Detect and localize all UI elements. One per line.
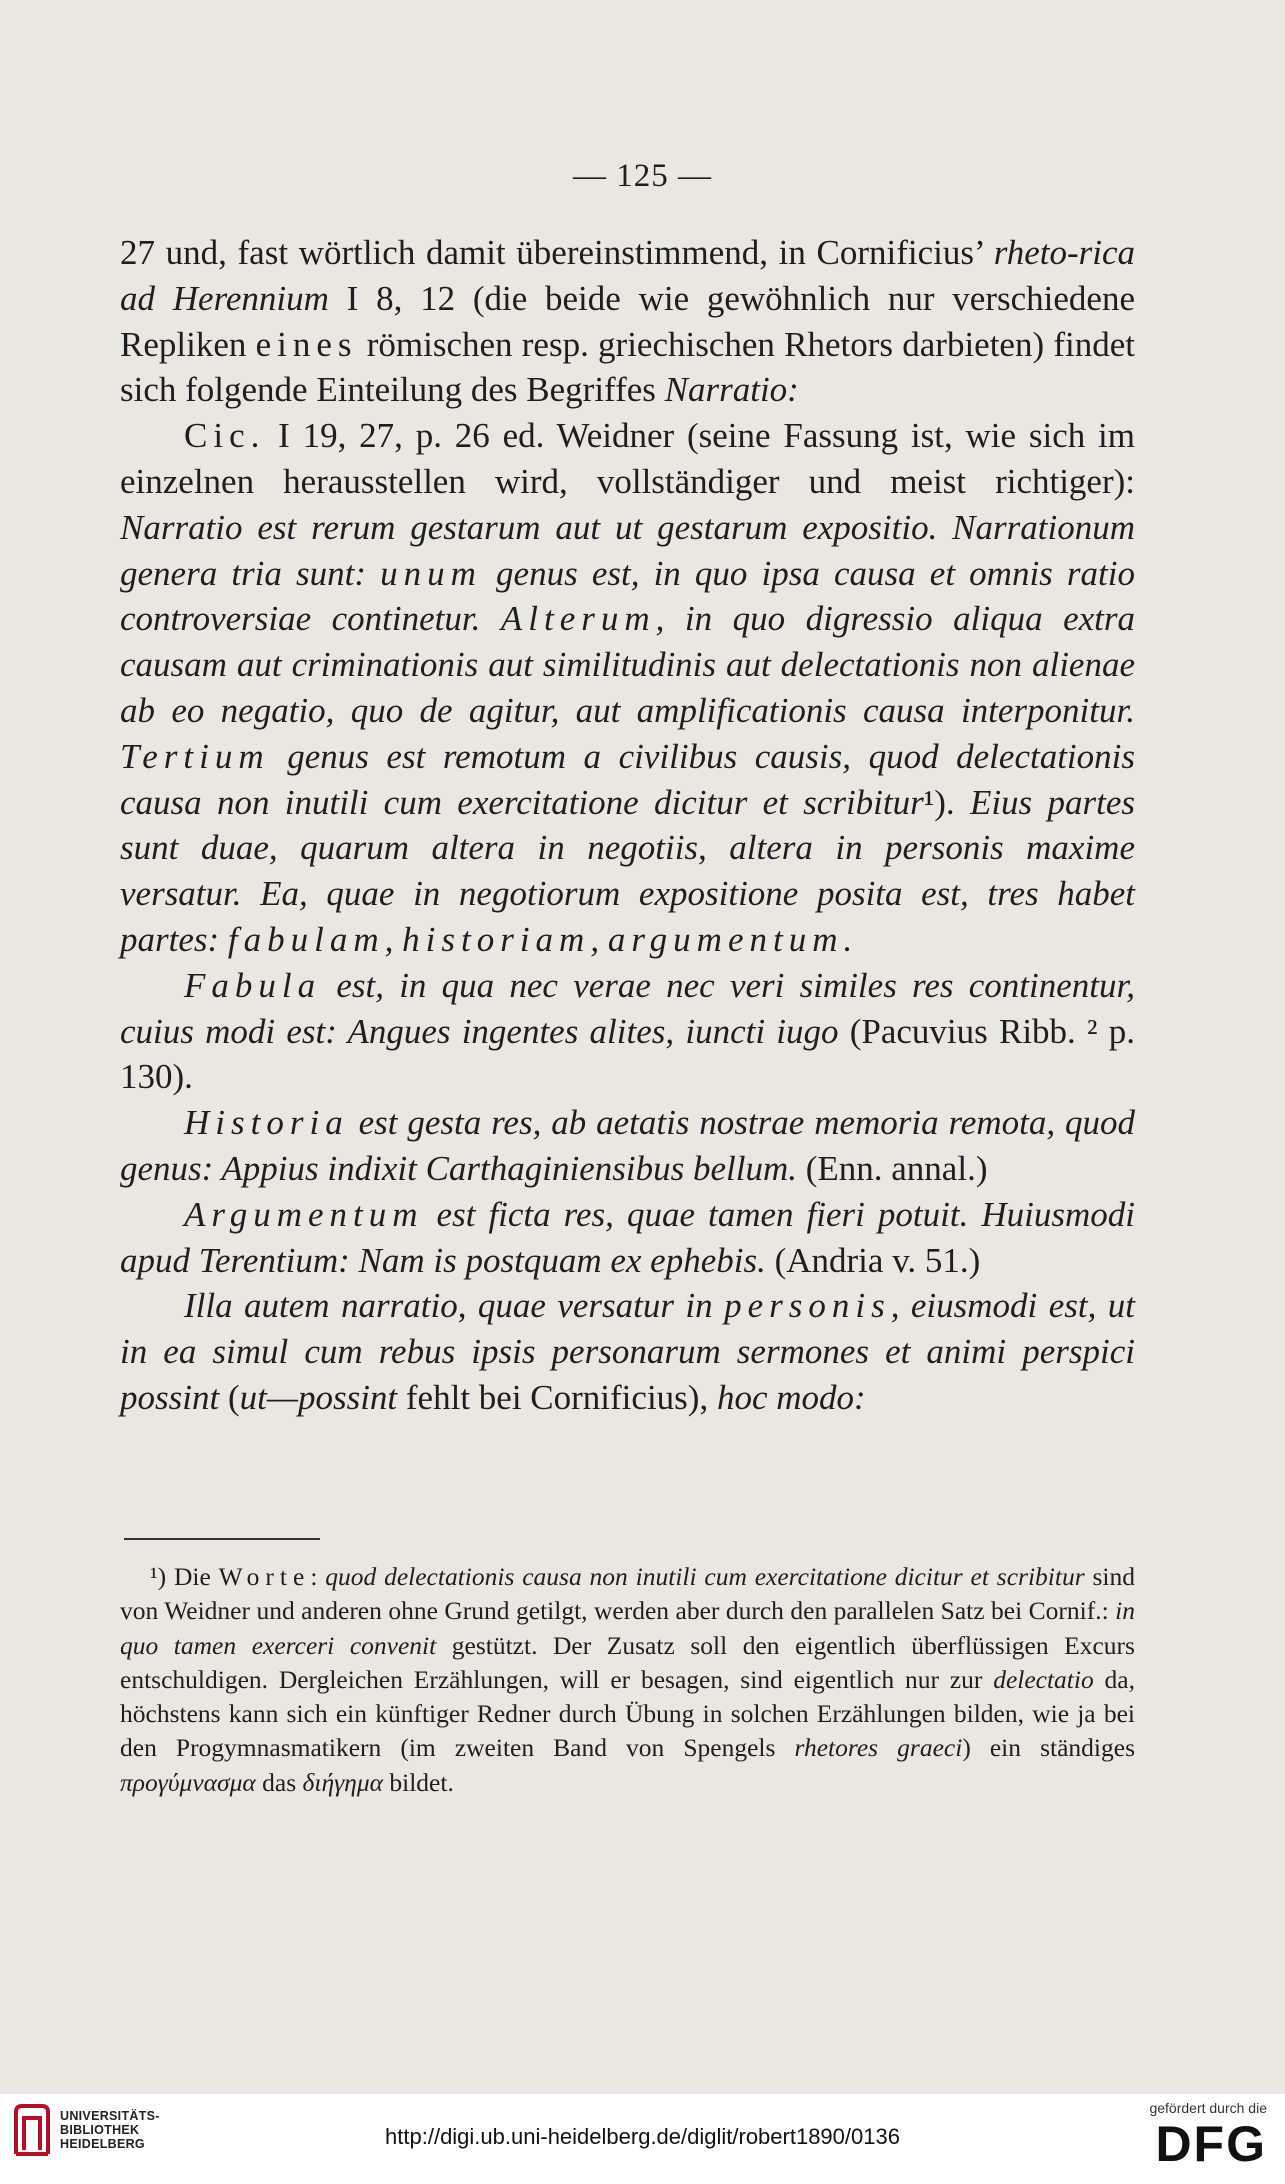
paragraph-3: Fabula est, in qua nec verae nec veri similes res continentur, cuius modi est: Angues ingentes alites, iuncti iugo (Pacuvius Ribb. ² p. 130). — [120, 965, 1135, 1097]
library-line-1: UNIVERSITÄTS- — [60, 2109, 160, 2123]
paragraph-2: Cic. I 19, 27, p. 26 ed. Weidner (seine Fassung ist, wie sich im einzelnen herausstellen wird, vollständiger und meist richtiger): Narratio est rerum gestarum aut ut gestarum expositio. Narrationum genera tria sunt: unum genus est, in quo ipsa causa et omnis ratio controversiae continetur. Alterum, in quo digressio aliqua extra causam aut criminationis aut similitudinis aut delectationis non alienae ab eo negatio, quo de agitur, aut amplificationis causa interponitur. Tertium genus est remotum a civilibus causis, quod delectationis causa non inutili cum exercitatione dicitur et scribitur¹). Eius partes sunt duae, quarum altera in negotiis, altera in personis maxime versatur. Ea, quae in negotiorum expositione posita est, tres habet partes: fabulam, historiam, argumentum. — [120, 416, 1135, 959]
library-line-3: HEIDELBERG — [60, 2137, 145, 2151]
footnote-1: ¹) Die Worte: quod delectationis causa non inutili cum exercitatione dicitur et scribitur sind von Weidner und anderen ohne Grund getilgt, werden aber durch den parallelen Satz bei Cornif.: in quo tamen exerceri convenit gestützt. Der Zusatz soll den eigentlich überflüssigen Excurs entschuldigen. Dergleichen Erzählungen, will er besagen, sind eigentlich nur zur delectatio da, höchstens kann sich ein künftiger Redner durch Übung in solchen Erzählungen bilden, wie ja bei den Progymnasmatikern (im zweiten Band von Spengels rhetores graeci) ein ständiges προγύμνασμα das διήγημα bildet. — [120, 1562, 1135, 1797]
sponsor-name: DFG — [1155, 2116, 1267, 2172]
footnotes — [120, 1560, 1135, 1800]
sponsor-caption: gefördert durch die — [1149, 2100, 1267, 2116]
viewer-footer — [0, 2094, 1285, 2184]
page-number: — 125 — — [573, 158, 712, 194]
paragraph-5: Argumentum est ficta res, quae tamen fieri potuit. Huiusmodi apud Terentium: Nam is postquam ex ephebis. (Andria v. 51.) — [120, 1194, 1135, 1280]
permalink[interactable]: http://digi.ub.uni-heidelberg.de/diglit/robert1890/0136 — [385, 2124, 900, 2149]
main-text — [120, 230, 1135, 1421]
dfg-logo[interactable] — [1149, 2100, 1267, 2172]
footnote-separator — [124, 1538, 320, 1540]
paragraph-4: Historia est gesta res, ab aetatis nostrae memoria remota, quod genus: Appius indixit Carthaginiensibus bellum. (Enn. annal.) — [120, 1103, 1135, 1188]
paragraph-6: Illa autem narratio, quae versatur in personis, eiusmodi est, ut in ea simul cum rebus ipsis personarum sermones et animi perspici possint (ut—possint fehlt bei Cornificius), hoc modo: — [120, 1286, 1135, 1417]
paragraph-1: 27 und, fast wörtlich damit übereinstimmend, in Cornificius’ rheto-rica ad Herennium I 8, 12 (die beide wie gewöhnlich nur verschiedene Repliken eines römischen resp. griechischen Rhetors darbieten) findet sich folgende Einteilung des Begriffes Narratio: — [120, 233, 1135, 410]
library-line-2: BIBLIOTHEK — [60, 2123, 140, 2137]
